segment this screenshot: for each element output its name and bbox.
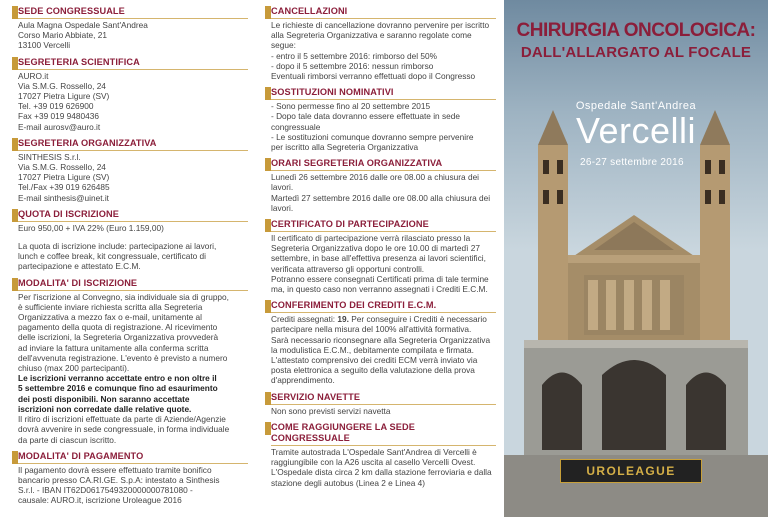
crediti-section: CONFERIMENTO DEI CREDITI E.C.M. Crediti assegnati: 19. Per conseguire i Crediti è necessario partecipare nella misura del 100% all'attività formativa. Sarà necessario riconsegnare alla Segreteria Organizzativa la modulistica E.C.M., debitamente compilata e firmata. L'attestato comprensivo dei crediti ECM verrà inviato via posta elettronica a seguito della valutazione della prova d'apprendimento.	[271, 300, 496, 385]
segreteria-scientifica-title: SEGRETERIA SCIENTIFICA	[18, 57, 248, 70]
navette-title: SERVIZIO NAVETTE	[271, 392, 496, 405]
navette-section: SERVIZIO NAVETTE Non sono previsti servizi navetta	[271, 392, 496, 416]
pagamento-section: MODALITA' DI PAGAMENTO Il pagamento dovrà essere effettuato tramite bonifico bancario presso CA.RI.GE. S.p.A: intestato a Sinthesis S.r.l. - IBAN IT62D0617549320000000781080 - causale: AURO.it, iscrizione Uroleague 2016	[18, 451, 248, 506]
logo-text: UROLEAGUE	[586, 464, 676, 478]
crediti-title: CONFERIMENTO DEI CREDITI E.C.M.	[271, 300, 496, 313]
email-organizzativa[interactable]: E-mail sinthesis@uinet.it	[18, 192, 109, 203]
sostituzioni-title: SOSTITUZIONI NOMINATIVI	[271, 87, 496, 100]
segreteria-organizzativa-section: SEGRETERIA ORGANIZZATIVA SINTHESIS S.r.l. Via S.M.G. Rossello, 24 17027 Pietra Ligure (SV) Tel./Fax +39 019 626485 E-mail sinthesis@uinet.it	[18, 138, 248, 203]
sede-title: SEDE CONGRESSUALE	[18, 6, 248, 19]
orari-title: ORARI SEGRETERIA ORGANIZZATIVA	[271, 158, 496, 171]
crediti-number: 19.	[337, 314, 349, 325]
cover-title-line2: DALL'ALLARGATO AL FOCALE	[520, 44, 752, 61]
cancellazioni-section: CANCELLAZIONI Le richieste di cancellazione dovranno pervenire per iscritto alla Segreteria Organizzativa e saranno regolate come segue: - entro il 5 settembre 2016: rimborso del 50% - dopo il 5 settembre 2016: nessun rimborso Eventuali rimborsi verranno effettuati dopo il Congresso	[271, 6, 496, 81]
cover-title-line1: CHIRURGIA ONCOLOGICA:	[516, 20, 756, 41]
left-column	[0, 0, 256, 517]
pagamento-title: MODALITA' DI PAGAMENTO	[18, 451, 248, 464]
certificato-section: CERTIFICATO DI PARTECIPAZIONE Il certificato di partecipazione verrà rilasciato presso la Segreteria Organizzativa dopo le ore 10.00 di martedì 27 settembre, in base all'effettiva presenza ai lavori scientifici, verificata attraverso gli opportuni controlli. Potranno essere consegnati Certificati prima di tale termine ma, in questo caso non verranno assegnati i Crediti E.C.M.	[271, 219, 496, 294]
modalita-iscrizione-section: MODALITA' DI ISCRIZIONE Per l'iscrizione al Convegno, sia individuale sia di gruppo, è sufficiente inviare richiesta scritta alla Segreteria Organizzativa a mezzo fax o e-mail, unitamente al pagamento della quota di registrazione. Al ricevimento delle iscrizioni, la Segreteria Organizzativa provvederà ad inviare la fattura unitamente alla conferma scritta dell'avvenuta registrazione. L'evento è previsto a numero chiuso (max 200 partecipanti). Le iscrizioni verranno accettate entro e non oltre il 5 settembre 2016 e comunque fino ad esaurimento dei posti disponibili. Non saranno accettate iscrizioni non corredate dalle relative quote. Il ritiro di iscrizioni effettuate da parte di Aziende/Agenzie dovrà avvenire in sede congressuale, in forma individuale da parte di ciascun iscritto.	[18, 278, 248, 445]
cover-panel	[504, 0, 768, 517]
sede-text: Aula Magna Ospedale Sant'Andrea Corso Mario Abbiate, 21 13100 Vercelli	[18, 20, 148, 51]
hospital-name: Ospedale Sant'Andrea	[575, 100, 697, 112]
quota-section: QUOTA DI ISCRIZIONE Euro 950,00 + IVA 22% (Euro 1.159,00) La quota di iscrizione include: partecipazione ai lavori, lunch e coffee break, kit congressuale, certificato di partecipazione e attestato E.C.M.	[18, 209, 248, 272]
cancellazioni-title: CANCELLAZIONI	[271, 6, 496, 19]
sede-section	[18, 6, 248, 51]
modalita-iscrizione-title: MODALITA' DI ISCRIZIONE	[18, 278, 248, 291]
certificato-title: CERTIFICATO DI PARTECIPAZIONE	[271, 219, 496, 232]
quota-title: QUOTA DI ISCRIZIONE	[18, 209, 248, 222]
event-dates: 26-27 settembre 2016	[580, 157, 684, 168]
segreteria-scientifica-section: SEGRETERIA SCIENTIFICA AURO.it Via S.M.G. Rossello, 24 17027 Pietra Ligure (SV) Tel. +39 019 626900 Fax +39 019 9480436 E-mail aurosv@auro.it	[18, 57, 248, 132]
city-name: Vercelli	[575, 110, 697, 151]
middle-column	[256, 0, 504, 517]
segreteria-organizzativa-title: SEGRETERIA ORGANIZZATIVA	[18, 138, 248, 151]
raggiungere-title: COME RAGGIUNGERE LA SEDE CONGRESSUALE	[271, 422, 496, 446]
basilica-image	[504, 0, 768, 517]
sostituzioni-section: SOSTITUZIONI NOMINATIVI - Sono permesse fino al 20 settembre 2015 - Dopo tale data dovranno essere effettuate in sede congressuale - Le sostituzioni comunque dovranno sempre pervenire per iscritto alla Segreteria Organizzativa	[271, 87, 496, 152]
uroleague-logo	[560, 459, 702, 483]
email-scientifica[interactable]: E-mail aurosv@auro.it	[18, 121, 101, 132]
raggiungere-section: COME RAGGIUNGERE LA SEDE CONGRESSUALE Tramite autostrada L'Ospedale Sant'Andrea di Vercelli è raggiungibile con la A26 uscita al casello Vercelli Ovest. L'Ospedale dista circa 2 km dalla stazione ferroviaria e dalla stazione degli autobus (Linea 2 e Linea 4)	[271, 422, 496, 488]
orari-section: ORARI SEGRETERIA ORGANIZZATIVA Lunedì 26 settembre 2016 dalle ore 08.00 a chiusura dei lavori. Martedì 27 settembre 2016 dalle ore 08.00 alla chiusura dei lavori.	[271, 158, 496, 213]
